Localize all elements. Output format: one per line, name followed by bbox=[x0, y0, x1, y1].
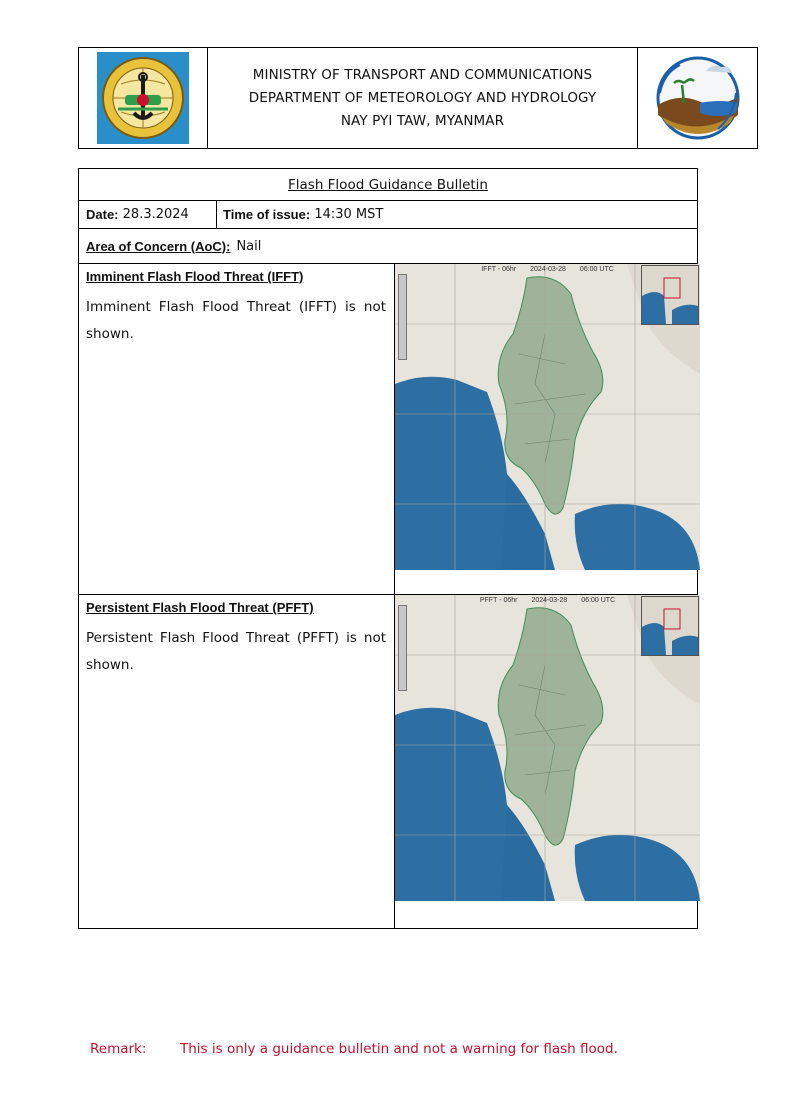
date-value: 28.3.2024 bbox=[122, 207, 189, 222]
ifft-map-date: 2024-03-28 bbox=[530, 266, 566, 273]
pfft-zoom-slider[interactable] bbox=[398, 605, 407, 691]
ministry-name: MINISTRY OF TRANSPORT AND COMMUNICATIONS bbox=[252, 67, 593, 83]
pfft-map-time: 06:00 UTC bbox=[581, 597, 616, 604]
pfft-row bbox=[79, 595, 697, 929]
location-name: NAY PYI TAW, MYANMAR bbox=[340, 113, 505, 129]
ifft-map-product: IFFT - 06hr bbox=[481, 266, 517, 273]
remark bbox=[90, 1041, 618, 1057]
time-cell bbox=[217, 201, 697, 228]
bulletin-title: Flash Flood Guidance Bulletin bbox=[288, 176, 488, 193]
ministry-logo bbox=[79, 48, 208, 148]
ifft-inset-map bbox=[641, 265, 699, 325]
aoc-value: Nail bbox=[236, 238, 262, 254]
ifft-map-cell bbox=[395, 264, 697, 594]
ifft-description: Imminent Flash Flood Threat (IFFT) is not shown. bbox=[86, 299, 386, 342]
time-label: Time of issue: bbox=[223, 207, 311, 222]
department-name: DEPARTMENT OF METEOROLOGY AND HYDROLOGY bbox=[248, 90, 597, 106]
pfft-map-date: 2024-03-28 bbox=[531, 597, 568, 604]
header-titles bbox=[208, 48, 638, 148]
pfft-map bbox=[395, 595, 700, 901]
remark-text: This is only a guidance bulletin and not a warning for flash flood. bbox=[180, 1041, 618, 1057]
remark-label: Remark: bbox=[90, 1041, 147, 1057]
ifft-zoom-slider[interactable] bbox=[398, 274, 407, 360]
pfft-description: Persistent Flash Flood Threat (PFFT) is not shown. bbox=[86, 630, 386, 673]
ifft-heading: Imminent Flash Flood Threat (IFFT) bbox=[86, 269, 304, 284]
ifft-row bbox=[79, 264, 697, 595]
bulletin-table bbox=[78, 168, 698, 929]
date-cell bbox=[79, 201, 217, 228]
pfft-map-product: PFFT - 06hr bbox=[479, 597, 518, 604]
ifft-map bbox=[395, 264, 700, 570]
pfft-heading: Persistent Flash Flood Threat (PFFT) bbox=[86, 600, 314, 615]
aoc-row bbox=[79, 229, 697, 264]
hydrology-logo bbox=[638, 48, 757, 148]
time-value: 14:30 MST bbox=[314, 207, 384, 222]
pfft-map-cell bbox=[395, 595, 697, 929]
pfft-inset-map bbox=[641, 596, 699, 656]
header-table bbox=[78, 47, 758, 149]
date-label: Date: bbox=[86, 207, 119, 222]
ifft-map-time: 06:00 UTC bbox=[579, 266, 614, 273]
ifft-text-cell bbox=[79, 264, 395, 594]
date-time-row bbox=[79, 201, 697, 229]
bulletin-title-row bbox=[79, 169, 697, 201]
aoc-label: Area of Concern (AoC): bbox=[86, 238, 231, 254]
pfft-text-cell bbox=[79, 595, 395, 929]
